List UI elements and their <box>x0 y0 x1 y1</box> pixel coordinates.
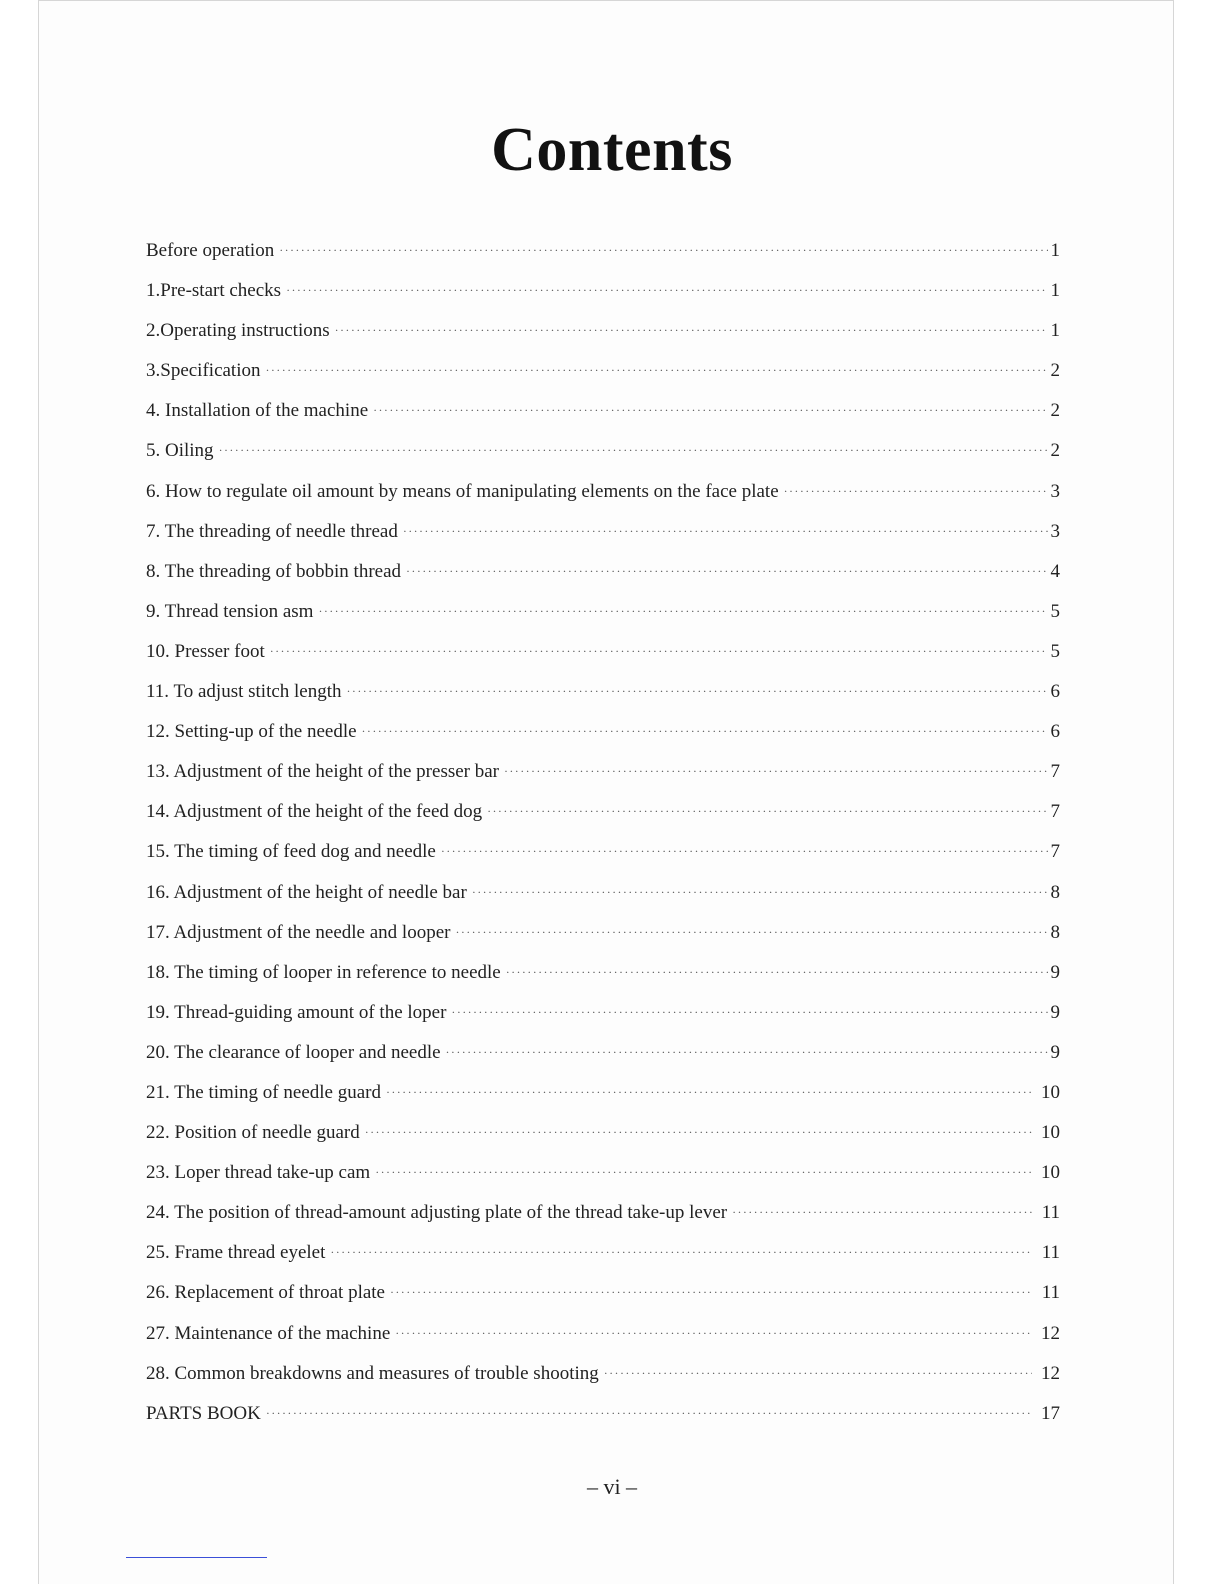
toc-entry-page: 2 <box>1050 360 1060 382</box>
toc-entry[interactable] <box>146 351 1060 391</box>
toc-entry[interactable] <box>146 1193 1060 1233</box>
toc-entry-page: 3 <box>1050 480 1060 502</box>
dot-leader <box>472 872 1048 912</box>
dot-leader <box>784 471 1048 511</box>
toc-entry-page: 6 <box>1050 681 1060 703</box>
toc-entry[interactable] <box>146 512 1060 552</box>
toc-entry[interactable] <box>146 552 1060 592</box>
toc-entry-page: 4 <box>1050 560 1060 582</box>
toc-entry[interactable] <box>146 1033 1060 1073</box>
toc-entry-page: 7 <box>1050 841 1060 863</box>
toc-entry-page: 9 <box>1050 1041 1060 1063</box>
dot-leader <box>406 551 1048 591</box>
dot-leader <box>506 952 1048 992</box>
toc-entry-page: 5 <box>1050 600 1060 622</box>
toc-entry[interactable] <box>146 752 1060 792</box>
toc-entry[interactable] <box>146 391 1060 431</box>
toc-entry-title: 14. Adjustment of the height of the feed dog <box>146 801 483 823</box>
toc-entry-page: 9 <box>1050 961 1060 983</box>
toc-entry[interactable] <box>146 832 1060 872</box>
dot-leader <box>266 1393 1032 1433</box>
dot-leader <box>441 831 1048 871</box>
dot-leader <box>487 791 1048 831</box>
dot-leader <box>373 390 1048 430</box>
toc-entry[interactable] <box>146 1153 1060 1193</box>
dot-leader <box>365 1112 1032 1152</box>
toc-entry-title: 22. Position of needle guard <box>146 1122 360 1144</box>
toc-entry-page: 5 <box>1050 640 1060 662</box>
toc-entry-title: Before operation <box>146 240 275 261</box>
toc-entry[interactable] <box>146 1394 1060 1434</box>
toc-entry-page: 7 <box>1050 801 1060 823</box>
toc-entry[interactable] <box>146 311 1060 351</box>
page-title: Contents <box>491 116 733 184</box>
dot-leader <box>318 591 1048 631</box>
dot-leader <box>375 1152 1032 1192</box>
dot-leader <box>330 1232 1032 1272</box>
toc-entry[interactable] <box>146 1233 1060 1273</box>
toc-entry-page: 1 <box>1050 280 1060 302</box>
toc-entry-page: 1 <box>1050 320 1060 342</box>
toc-entry-page: 3 <box>1050 520 1060 542</box>
toc-entry[interactable] <box>146 913 1060 953</box>
dot-leader <box>362 711 1048 751</box>
toc-entry-title: 21. The timing of needle guard <box>146 1081 381 1103</box>
dot-leader <box>446 1032 1048 1072</box>
toc-entry-page: 12 <box>1041 1322 1060 1344</box>
dot-leader <box>390 1272 1032 1312</box>
dot-leader <box>451 992 1048 1032</box>
toc-entry-title: 24. The position of thread-amount adjusting plate of the thread take-up lever <box>146 1202 728 1224</box>
toc-entry[interactable] <box>146 632 1060 672</box>
toc-entry[interactable] <box>146 592 1060 632</box>
toc-entry-page: 11 <box>1041 1242 1060 1264</box>
toc-entry-page: 1 <box>1050 240 1060 261</box>
toc-entry-title: 3.Specification <box>146 360 261 382</box>
toc-entry-title: 7. The threading of needle thread <box>146 520 398 542</box>
toc-entry-title: 15. The timing of feed dog and needle <box>146 841 436 863</box>
toc-entry[interactable] <box>146 1354 1060 1394</box>
toc-entry-title: 12. Setting-up of the needle <box>146 721 357 743</box>
toc-entry-page: 8 <box>1050 881 1060 903</box>
toc-entry-title: 19. Thread-guiding amount of the loper <box>146 1001 447 1023</box>
toc-entry-title: 25. Frame thread eyelet <box>146 1242 326 1264</box>
toc-entry[interactable] <box>146 1073 1060 1113</box>
toc-entry[interactable] <box>146 672 1060 712</box>
toc-entry[interactable] <box>146 953 1060 993</box>
dot-leader <box>455 912 1048 952</box>
dot-leader <box>604 1353 1032 1393</box>
toc-entry-page: 6 <box>1050 721 1060 743</box>
toc-entry[interactable] <box>146 1113 1060 1153</box>
toc-entry[interactable] <box>146 873 1060 913</box>
dot-leader <box>386 1072 1032 1112</box>
toc-entry-page: 11 <box>1041 1202 1060 1224</box>
toc-entry-title: 1.Pre-start checks <box>146 280 282 302</box>
toc-entry-title: 26. Replacement of throat plate <box>146 1282 385 1304</box>
dot-leader <box>279 230 1048 270</box>
toc-entry-title: 28. Common breakdowns and measures of trouble shooting <box>146 1362 599 1384</box>
dot-leader <box>270 631 1048 671</box>
toc-entry[interactable] <box>146 472 1060 512</box>
toc-entry-title: 4. Installation of the machine <box>146 400 369 422</box>
toc-entry-title: 8. The threading of bobbin thread <box>146 560 402 582</box>
toc-entry-title: 2.Operating instructions <box>146 320 330 342</box>
toc-entry-title: 5. Oiling <box>146 440 214 462</box>
toc-entry-title: 6. How to regulate oil amount by means of manipulating elements on the face plate <box>146 480 779 502</box>
toc-entry-title: PARTS BOOK <box>146 1402 261 1424</box>
toc-entry[interactable] <box>146 1273 1060 1313</box>
toc-entry-title: 13. Adjustment of the height of the presser bar <box>146 761 500 783</box>
dot-leader <box>395 1313 1032 1353</box>
toc-entry-title: 27. Maintenance of the machine <box>146 1322 391 1344</box>
toc-entry-title: 23. Loper thread take-up cam <box>146 1162 371 1184</box>
footnote-rule <box>126 1557 267 1558</box>
toc-entry-page: 2 <box>1050 400 1060 422</box>
dot-leader <box>335 310 1048 350</box>
toc-entry-page: 12 <box>1041 1362 1060 1384</box>
toc-entry[interactable] <box>146 993 1060 1033</box>
dot-leader <box>347 671 1048 711</box>
toc-entry-page: 8 <box>1050 921 1060 943</box>
toc-entry-title: 11. To adjust stitch length <box>146 681 342 703</box>
toc-entry[interactable] <box>146 792 1060 832</box>
dot-leader <box>732 1192 1032 1232</box>
dot-leader <box>403 511 1048 551</box>
table-of-contents <box>146 231 1060 1434</box>
toc-entry-title: 18. The timing of looper in reference to needle <box>146 961 501 983</box>
toc-entry-page: 10 <box>1041 1162 1060 1184</box>
toc-entry[interactable] <box>146 271 1060 311</box>
toc-entry-title: 10. Presser foot <box>146 640 265 662</box>
dot-leader <box>219 430 1048 470</box>
toc-entry-page: 7 <box>1050 761 1060 783</box>
toc-entry-page: 11 <box>1041 1282 1060 1304</box>
dot-leader <box>286 270 1048 310</box>
toc-entry[interactable] <box>146 1314 1060 1354</box>
toc-entry-page: 10 <box>1041 1122 1060 1144</box>
toc-entry-page: 9 <box>1050 1001 1060 1023</box>
toc-entry-page: 10 <box>1041 1081 1060 1103</box>
toc-entry[interactable] <box>146 712 1060 752</box>
toc-entry[interactable] <box>146 431 1060 471</box>
toc-entry-title: 17. Adjustment of the needle and looper <box>146 921 451 943</box>
dot-leader <box>504 751 1048 791</box>
toc-entry-page: 17 <box>1041 1402 1060 1424</box>
toc-entry-title: 16. Adjustment of the height of needle bar <box>146 881 467 903</box>
page-number: – vi – <box>586 1474 638 1499</box>
toc-entry-title: 9. Thread tension asm <box>146 600 314 622</box>
toc-entry-page: 2 <box>1050 440 1060 462</box>
dot-leader <box>266 350 1049 390</box>
toc-entry-title: 20. The clearance of looper and needle <box>146 1041 441 1063</box>
toc-entry[interactable] <box>146 231 1060 271</box>
